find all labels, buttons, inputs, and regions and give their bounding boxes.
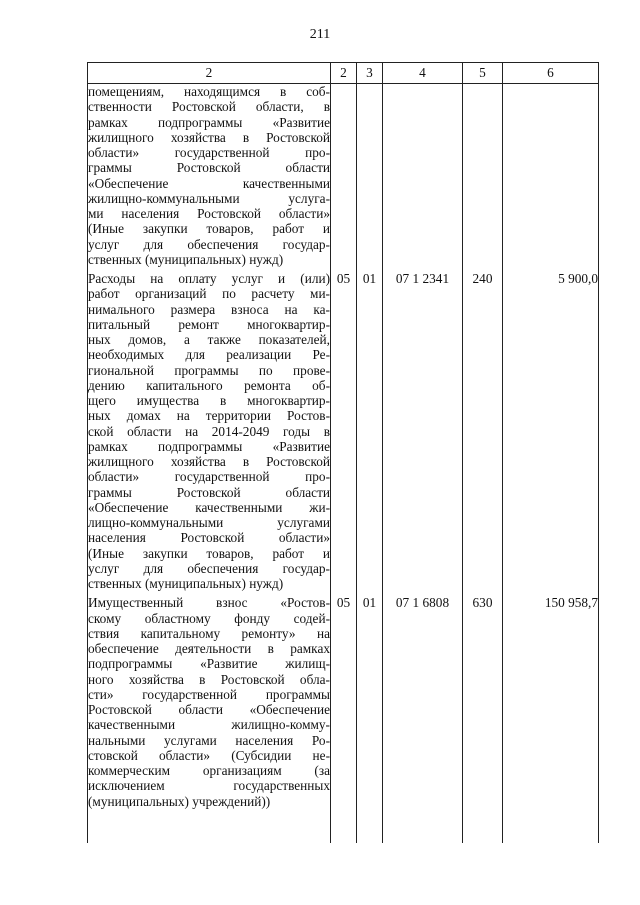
target-article-code: 07 1 2341 <box>383 271 463 591</box>
section-code: 05 <box>331 271 357 591</box>
desc-line: «Обеспечение качественными жи- <box>88 499 330 515</box>
desc-line: дению капитального ремонта об- <box>88 377 330 393</box>
desc-line: необходимых для реализации Ре- <box>88 347 330 363</box>
desc-line: ствия капитальному ремонту» на <box>88 625 330 641</box>
header-cell: 5 <box>463 63 503 84</box>
desc-line: населения Ростовской области» <box>88 530 330 546</box>
row-description <box>88 595 331 809</box>
desc-line: работ организаций по расчету ми- <box>88 286 330 302</box>
desc-line: области» государственной про- <box>88 469 330 485</box>
target-article-code: 07 1 6808 <box>383 595 463 809</box>
subsection-code: 01 <box>357 271 383 591</box>
table-row <box>88 84 599 268</box>
desc-line: исключением государственных <box>88 778 330 794</box>
desc-line: рамках подпрограммы «Развитие <box>88 114 330 130</box>
desc-line: щего имущества в многоквартир- <box>88 393 330 408</box>
row-description <box>88 271 331 591</box>
desc-line: «Обеспечение качественными <box>88 175 330 191</box>
table-row <box>88 271 599 591</box>
table-row <box>88 595 599 809</box>
desc-line: жилищного хозяйства в Ростовской <box>88 454 330 469</box>
desc-line: Ростовской области «Обеспечение <box>88 702 330 717</box>
desc-line: жилищно-коммунальными услуга- <box>88 190 330 206</box>
expense-type-code <box>463 84 503 268</box>
header-cell: 3 <box>357 63 383 84</box>
desc-line: граммы Ростовской области <box>88 160 330 176</box>
header-cell: 6 <box>503 63 599 84</box>
header-cell: 2 <box>88 63 331 84</box>
desc-line: жилищного хозяйства в Ростовской <box>88 129 330 145</box>
desc-line: ственных (муниципальных) нужд) <box>88 576 284 591</box>
desc-line: Расходы на оплату услуг и (или) <box>88 271 330 286</box>
desc-line: области» государственной про- <box>88 145 330 160</box>
header-cell: 2 <box>331 63 357 84</box>
desc-line: ных домов, а также показателей, <box>88 332 330 347</box>
desc-line: Имущественный взнос «Ростов- <box>88 595 330 611</box>
amount <box>503 84 599 268</box>
header-cell: 4 <box>383 63 463 84</box>
desc-line: стовской области» (Субсидии не- <box>88 747 330 763</box>
desc-line: нальными услугами населения Ро- <box>88 732 330 748</box>
desc-line: (Иные закупки товаров, работ и <box>88 221 330 237</box>
desc-line: граммы Ростовской области <box>88 484 330 500</box>
row-gap <box>88 809 599 843</box>
desc-line: ственности Ростовской области, в <box>88 99 330 115</box>
desc-line: подпрограммы «Развитие жилищ- <box>88 656 330 672</box>
desc-line: качественными жилищно-комму- <box>88 717 330 733</box>
section-code: 05 <box>331 595 357 809</box>
desc-line: ных домах на территории Ростов- <box>88 408 330 424</box>
desc-line: ми населения Ростовской области» <box>88 206 330 221</box>
desc-line: услуг для обеспечения государ- <box>88 560 330 576</box>
subsection-code <box>357 84 383 268</box>
section-code <box>331 84 357 268</box>
target-article-code <box>383 84 463 268</box>
row-description <box>88 84 331 268</box>
desc-line: ской области на 2014-2049 годы в <box>88 423 330 439</box>
desc-line: обеспечение деятельности в рамках <box>88 641 330 656</box>
desc-line: нимального размера взноса на ка- <box>88 301 330 317</box>
header-row <box>88 63 599 84</box>
budget-table <box>87 62 599 843</box>
subsection-code: 01 <box>357 595 383 809</box>
expense-type-code: 240 <box>463 271 503 591</box>
desc-line: рамках подпрограммы «Развитие <box>88 438 330 454</box>
desc-line: (муниципальных) учреждений)) <box>88 793 271 809</box>
desc-line: услуг для обеспечения государ- <box>88 236 330 252</box>
expense-type-code: 630 <box>463 595 503 809</box>
desc-line: питальный ремонт многоквартир- <box>88 316 330 332</box>
desc-line: (Иные закупки товаров, работ и <box>88 545 330 561</box>
desc-line: помещениям, находящимся в соб- <box>88 84 330 99</box>
page-number: 211 <box>309 27 331 42</box>
desc-line: скому областному фонду содей- <box>88 610 330 626</box>
desc-line: ного хозяйства в Ростовской обла- <box>88 671 330 687</box>
amount: 150 958,7 <box>503 595 599 809</box>
desc-line: ственных (муниципальных) нужд) <box>88 251 284 267</box>
amount: 5 900,0 <box>503 271 599 591</box>
desc-line: коммерческим организациям (за <box>88 763 330 778</box>
desc-line: лищно-коммунальными услугами <box>88 515 330 530</box>
desc-line: сти» государственной программы <box>88 686 330 702</box>
desc-line: гиональной программы по прове- <box>88 362 330 378</box>
